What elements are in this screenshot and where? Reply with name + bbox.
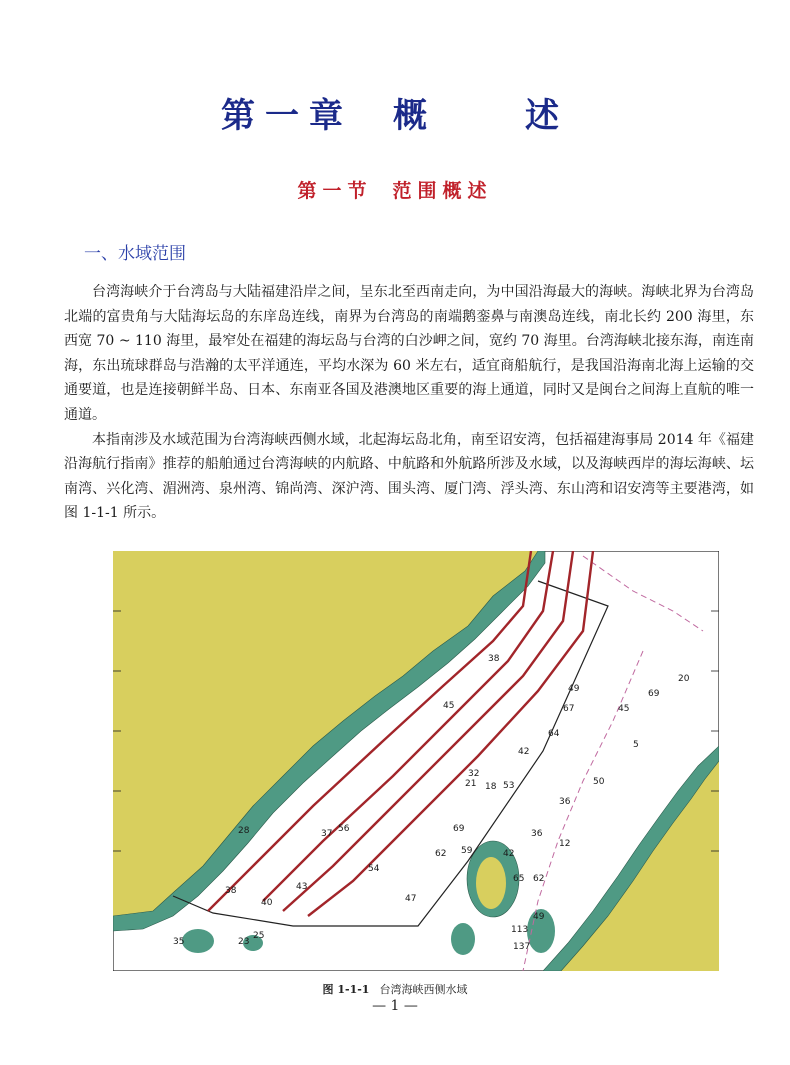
caption-text: 台湾海峡西侧水域 (379, 983, 468, 996)
section-title (0, 176, 790, 203)
depth-label: 56 (338, 824, 350, 834)
depth-label: 59 (461, 846, 473, 856)
depth-label: 64 (548, 729, 560, 739)
depth-label: 18 (485, 782, 497, 792)
subsection-heading: 一、水域范围 (84, 244, 186, 264)
chapter-prefix: 第一章 (221, 96, 353, 136)
depth-label: 12 (559, 839, 571, 849)
depth-label: 50 (593, 777, 605, 787)
depth-label: 20 (678, 674, 690, 684)
depth-label: 28 (238, 826, 250, 836)
depth-label: 137 (513, 942, 531, 952)
depth-label: 23 (238, 937, 250, 947)
strait-map-figure (113, 551, 719, 971)
chapter-name: 概 述 (393, 96, 569, 136)
chapter-title (0, 88, 790, 137)
depth-label: 36 (559, 797, 571, 807)
depth-label: 69 (648, 689, 660, 699)
body-text (64, 280, 754, 526)
depth-label: 37 (321, 829, 333, 839)
paragraph: 本指南涉及水域范围为台湾海峡西侧水域，北起海坛岛北角，南至诏安湾，包括福建海事局 2014 年《福建沿海航行指南》推荐的船舶通过台湾海峡的内航路、中航路和外航路所涉及水域，以及海峡西岸的海坛海峡、坛南湾、兴化湾、湄洲湾、泉州湾、锦尚湾、深沪湾、围头湾、厦门湾、浮头湾、东山湾和诏安湾等主要港湾，如图 1-1-1 所示。 (64, 431, 754, 522)
depth-label: 54 (368, 864, 380, 874)
depth-label: 53 (503, 781, 515, 791)
depth-label: 62 (435, 849, 447, 859)
caption-number: 图 1-1-1 (322, 983, 370, 996)
depth-label: 65 (513, 874, 525, 884)
paragraph: 台湾海峡介于台湾岛与大陆福建沿岸之间，呈东北至西南走向，为中国沿海最大的海峡。海峡北界为台湾岛北端的富贵角与大陆海坛岛的东庠岛连线，南界为台湾岛的南端鹅銮鼻与南澳岛连线，南北长约 200 海里，东西宽 70 ~ 110 海里，最窄处在福建的海坛岛与台湾的白沙岬之间，宽约 70 海里。台湾海峡北接东海，南连南海，东出琉球群岛与浩瀚的太平洋通连，平均水深为 60 米左右，适宜商船航行，是我国沿海南北海上运输的交通要道，也是连接朝鲜半岛、日本、东南亚各国及港澳地区重要的海上通道，同时又是闽台之间海上直航的唯一通道。 (64, 284, 754, 423)
depth-label: 21 (465, 779, 477, 789)
depth-label: 42 (518, 747, 530, 757)
depth-label: 35 (173, 937, 185, 947)
strait-map (113, 551, 719, 971)
depth-label: 25 (253, 931, 265, 941)
depth-label: 49 (533, 912, 545, 922)
map-island (476, 857, 506, 909)
map-island (451, 923, 475, 955)
depth-label: 49 (568, 684, 580, 694)
depth-label: 47 (405, 894, 417, 904)
depth-label: 69 (453, 824, 465, 834)
depth-label: 38 (488, 654, 500, 664)
section-prefix: 第一节 (297, 180, 373, 202)
depth-label: 32 (468, 769, 480, 779)
map-island (182, 929, 214, 953)
figure-caption (0, 981, 790, 997)
depth-label: 113 (511, 925, 529, 935)
depth-label: 5 (633, 740, 639, 750)
depth-label: 45 (443, 701, 455, 711)
depth-label: 62 (533, 874, 545, 884)
depth-label: 43 (296, 882, 308, 892)
depth-label: 42 (503, 849, 515, 859)
depth-label: 67 (563, 704, 575, 714)
section-name: 范围概述 (392, 180, 493, 202)
page-number: — 1 — (372, 998, 418, 1014)
depth-label: 38 (225, 886, 237, 896)
depth-label: 40 (261, 898, 273, 908)
depth-label: 45 (618, 704, 630, 714)
depth-label: 36 (531, 829, 543, 839)
